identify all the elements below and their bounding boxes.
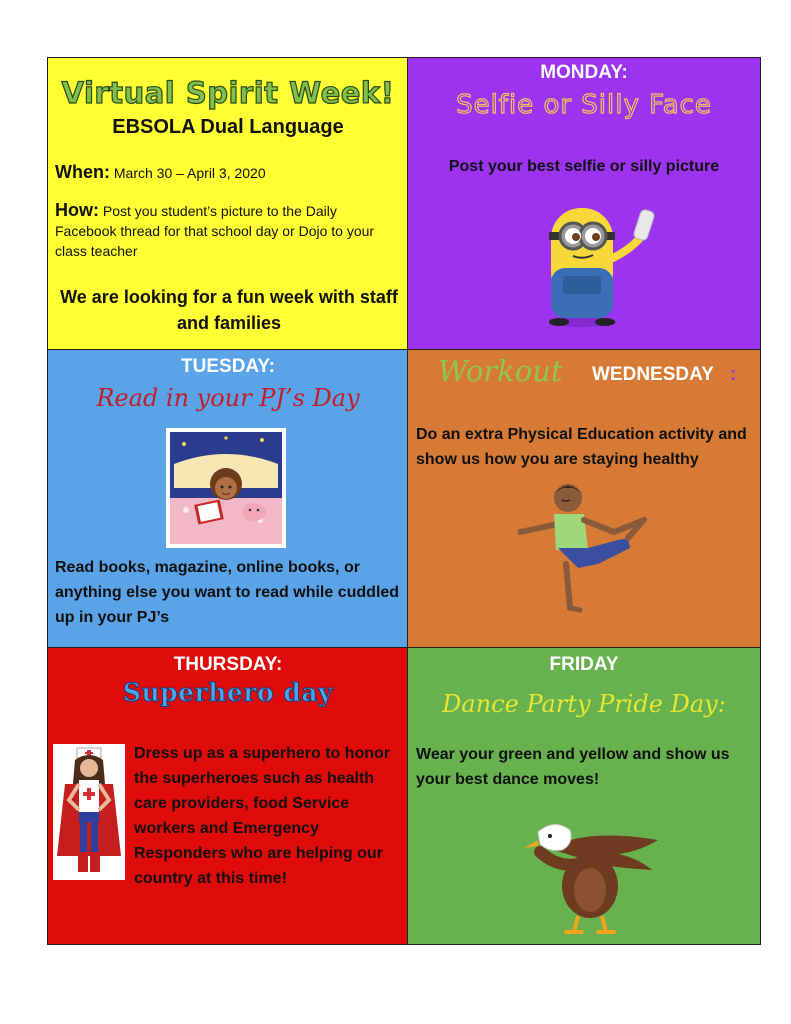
tagline: We are looking for a fun week with staff and families — [60, 287, 398, 333]
thursday-description: Dress up as a superhero to honor the superheroes such as health care providers, food Service workers and Emergency Responders who are helping our country at this time! — [134, 745, 391, 887]
wednesday-heading: WEDNESDAY — [592, 364, 714, 385]
boy-yoga-pose-illustration — [518, 476, 658, 616]
when-label: When: — [55, 162, 110, 182]
monday-description: Post your best selfie or silly picture — [448, 158, 720, 175]
thursday-theme: Superhero day — [122, 678, 334, 707]
tuesday-heading: TUESDAY: — [181, 356, 275, 377]
friday-theme: Dance Party Pride Day: — [442, 690, 726, 718]
eagle-dab-illustration — [518, 808, 668, 938]
how-line — [55, 200, 400, 261]
wednesday-theme: Workout — [438, 354, 563, 388]
monday-theme: Selfie or Silly Face — [456, 90, 712, 120]
how-label: How: — [55, 200, 99, 220]
monday-heading: MONDAY: — [540, 62, 628, 83]
minion-selfie-illustration — [523, 198, 673, 328]
when-value: March 30 – April 3, 2020 — [113, 165, 266, 181]
tuesday-panel — [48, 350, 408, 648]
monday-panel — [408, 58, 760, 350]
when-line — [55, 162, 400, 183]
tuesday-description: Read books, magazine, online books, or anything else you want to read while cuddled up in your PJ’s — [55, 559, 400, 626]
intro-panel — [48, 58, 408, 350]
tuesday-theme: Read in your PJ’s Day — [96, 384, 360, 412]
girl-reading-in-bed-illustration — [166, 428, 286, 548]
wednesday-colon: : — [730, 364, 737, 385]
spirit-week-grid — [47, 57, 761, 945]
friday-heading: FRIDAY — [549, 654, 619, 675]
friday-description: Wear your green and yellow and show us your best dance moves! — [416, 746, 730, 788]
nurse-superhero-illustration — [53, 744, 125, 880]
program-name: EBSOLA Dual Language — [112, 116, 344, 138]
how-value: Post you student’s picture to the Daily Facebook thread for that school day or Dojo to your class teacher — [55, 203, 375, 259]
wednesday-panel — [408, 350, 760, 648]
thursday-heading: THURSDAY: — [173, 654, 283, 675]
flyer-title: Virtual Spirit Week! — [61, 76, 395, 110]
wednesday-description: Do an extra Physical Education activity and show us how you are staying healthy — [416, 426, 747, 468]
friday-panel — [408, 648, 760, 944]
thursday-panel — [48, 648, 408, 944]
